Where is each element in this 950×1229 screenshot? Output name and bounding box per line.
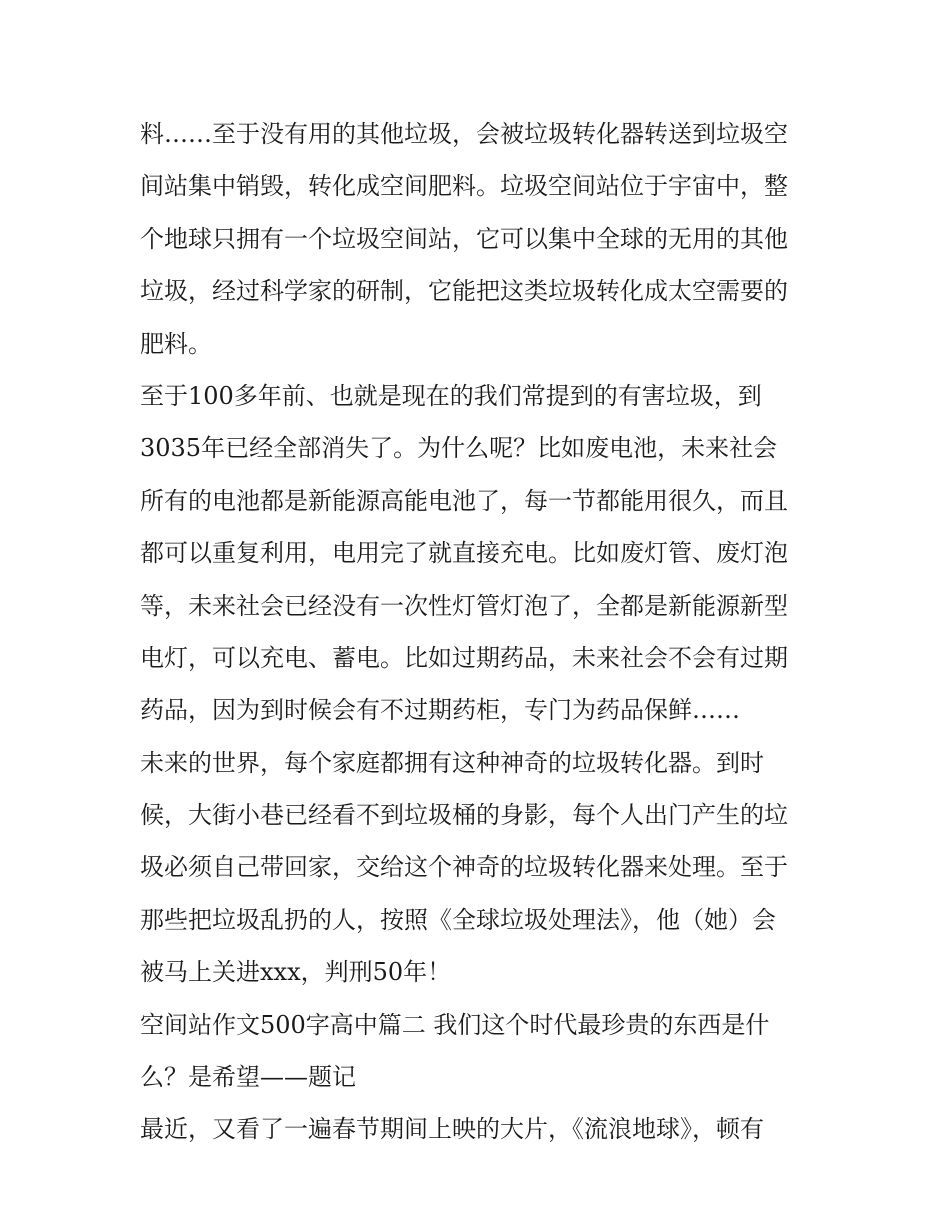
text-line: 等，未来社会已经没有一次性灯管灯泡了，全都是新能源新型 <box>140 591 788 620</box>
text-line: 被马上关进xxx，判刑50年！ <box>140 958 452 987</box>
text-line: 3035年已经全部消失了。为什么呢？比如废电池，未来社会 <box>140 434 778 463</box>
text-line: 空间站作文500字高中篇二 我们这个时代最珍贵的东西是什 <box>140 1010 770 1039</box>
text-line: 么？是希望——题记 <box>140 1063 356 1092</box>
text-line: 间站集中销毁，转化成空间肥料。垃圾空间站位于宇宙中，整 <box>140 172 788 201</box>
text-line: 最近，又看了一遍春节期间上映的大片，《流浪地球》，顿有 <box>140 1115 764 1144</box>
text-line: 个地球只拥有一个垃圾空间站，它可以集中全球的无用的其他 <box>140 224 788 253</box>
text-line: 电灯，可以充电、蓄电。比如过期药品，未来社会不会有过期 <box>140 643 788 672</box>
text-line: 所有的电池都是新能源高能电池了，每一节都能用很久，而且 <box>140 486 788 515</box>
document-body <box>140 108 812 1156</box>
text-line: 至于100多年前、也就是现在的我们常提到的有害垃圾，到 <box>140 381 762 410</box>
text-line: 料……至于没有用的其他垃圾，会被垃圾转化器转送到垃圾空 <box>140 120 788 148</box>
text-line: 肥料。 <box>140 329 212 358</box>
text-line: 那些把垃圾乱扔的人，按照《全球垃圾处理法》，他（她）会 <box>140 905 776 934</box>
text-line: 圾必须自己带回家，交给这个神奇的垃圾转化器来处理。至于 <box>140 853 788 882</box>
text-line: 药品，因为到时候会有不过期药柜，专门为药品保鲜…… <box>140 696 740 725</box>
text-line: 都可以重复利用，电用完了就直接充电。比如废灯管、废灯泡 <box>140 539 788 568</box>
text-line: 未来的世界，每个家庭都拥有这种神奇的垃圾转化器。到时 <box>140 748 764 777</box>
text-line: 垃圾，经过科学家的研制，它能把这类垃圾转化成太空需要的 <box>140 277 788 306</box>
text-line: 候，大街小巷已经看不到垃圾桶的身影，每个人出门产生的垃 <box>140 801 788 830</box>
